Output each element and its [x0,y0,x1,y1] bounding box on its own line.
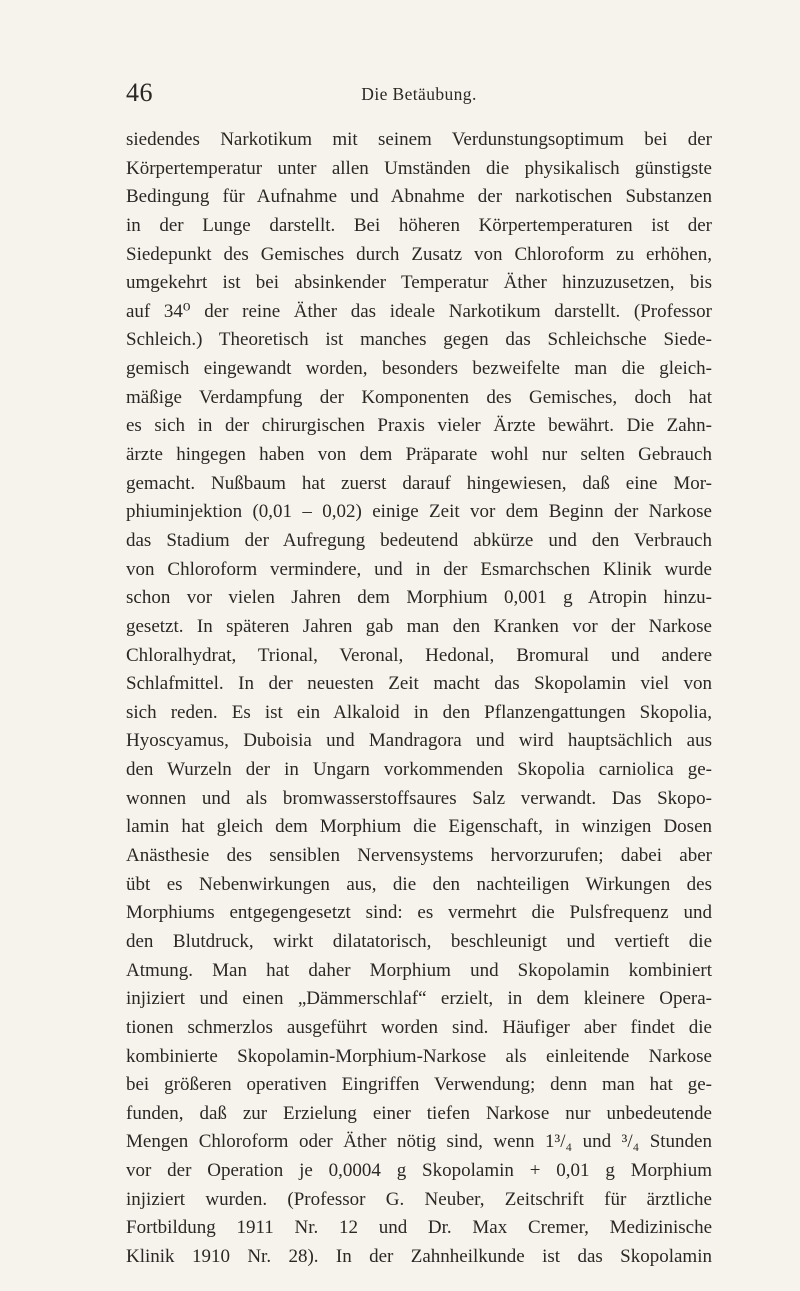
text-line: funden, daß zur Erzielung einer tiefen Narkose nur unbedeutende [126,1102,712,1124]
text-line: Anästhesie des sensiblen Nervensystems hervorzurufen; dabei aber [126,845,712,867]
running-head: Die Betäubung. [361,84,477,104]
text-line: das Stadium der Aufregung bedeutend abkürze und den Verbrauch [126,529,712,551]
text-line: wonnen und als bromwasserstoffsaures Salz verwandt. Das Skopo- [126,787,712,809]
text-line: Morphiums entgegengesetzt sind: es vermehrt die Pulsfrequenz und [126,902,712,924]
text-line: bei größeren operativen Eingriffen Verwendung; denn man hat ge- [126,1074,712,1096]
text-line: sich reden. Es ist ein Alkaloid in den Pflanzengattungen Skopolia, [126,701,712,723]
text-line: Hyoscyamus, Duboisia und Mandragora und wird hauptsächlich aus [126,730,712,752]
text-line: kombinierte Skopolamin-Morphium-Narkose als einleitende Narkose [126,1045,712,1067]
text-line: mäßige Verdampfung der Komponenten des Gemisches, doch hat [126,386,712,408]
text-line: in der Lunge darstellt. Bei höheren Körpertemperaturen ist der [126,214,712,236]
text-line: Klinik 1910 Nr. 28). In der Zahnheilkunde ist das Skopolamin [126,1245,712,1267]
text-line: gemacht. Nußbaum hat zuerst darauf hingewiesen, daß eine Mor- [126,472,712,494]
text-line: tionen schmerzlos ausgeführt worden sind. Häufiger aber findet die [126,1016,712,1038]
text-line: lamin hat gleich dem Morphium die Eigenschaft, in winzigen Dosen [126,816,712,838]
text-line: es sich in der chirurgischen Praxis vieler Ärzte bewährt. Die Zahn- [126,415,712,437]
text-line: Atmung. Man hat daher Morphium und Skopolamin kombiniert [126,959,712,981]
body-text [126,126,712,1272]
text-line: phiuminjektion (0,01 – 0,02) einige Zeit vor dem Beginn der Narkose [126,501,712,523]
text-line: ärzte hingegen haben von dem Präparate wohl nur selten Gebrauch [126,444,712,466]
text-line: den Wurzeln der in Ungarn vorkommenden Skopolia carniolica ge- [126,759,712,781]
text-line: Schleich.) Theoretisch ist manches gegen das Schleichsche Siede- [126,329,712,351]
text-line: umgekehrt ist bei absinkender Temperatur Äther hinzuzusetzen, bis [126,272,712,294]
page-number: 46 [126,78,153,107]
text-line: von Chloroform vermindere, und in der Esmarchschen Klinik wurde [126,558,712,580]
text-line: injiziert wurden. (Professor G. Neuber, Zeitschrift für ärztliche [126,1188,712,1210]
text-line: Chloralhydrat, Trional, Veronal, Hedonal, Bromural und andere [126,644,712,666]
text-line: injiziert und einen „Dämmerschlaf“ erzielt, in dem kleinere Opera- [126,988,712,1010]
text-line: gemisch eingewandt worden, besonders bezweifelte man die gleich- [126,358,712,380]
text-line: Schlafmittel. In der neuesten Zeit macht das Skopolamin viel von [126,673,712,695]
text-line: schon vor vielen Jahren dem Morphium 0,001 g Atropin hinzu- [126,587,712,609]
text-line: den Blutdruck, wirkt dilatatorisch, beschleunigt und vertieft die [126,930,712,952]
text-line: Mengen Chloroform oder Äther nötig sind, wenn 1³/₄ und ³/₄ Stunden [126,1131,712,1153]
text-line: Siedepunkt des Gemisches durch Zusatz von Chloroform zu erhöhen, [126,243,712,265]
text-line: auf 34⁰ der reine Äther das ideale Narkotikum darstellt. (Professor [126,300,712,322]
text-line: siedendes Narkotikum mit seinem Verdunstungsoptimum bei der [126,129,712,150]
text-line: übt es Nebenwirkungen aus, die den nachteiligen Wirkungen des [126,873,712,895]
text-line: vor der Operation je 0,0004 g Skopolamin + 0,01 g Morphium [126,1160,712,1182]
text-line: gesetzt. In späteren Jahren gab man den Kranken vor der Narkose [126,615,712,637]
page-header [126,78,712,108]
text-line: Fortbildung 1911 Nr. 12 und Dr. Max Cremer, Medizinische [126,1217,712,1239]
text-line: Körpertemperatur unter allen Umständen die physikalisch günstigste [126,157,712,179]
text-line: Bedingung für Aufnahme und Abnahme der narkotischen Substanzen [126,186,712,208]
